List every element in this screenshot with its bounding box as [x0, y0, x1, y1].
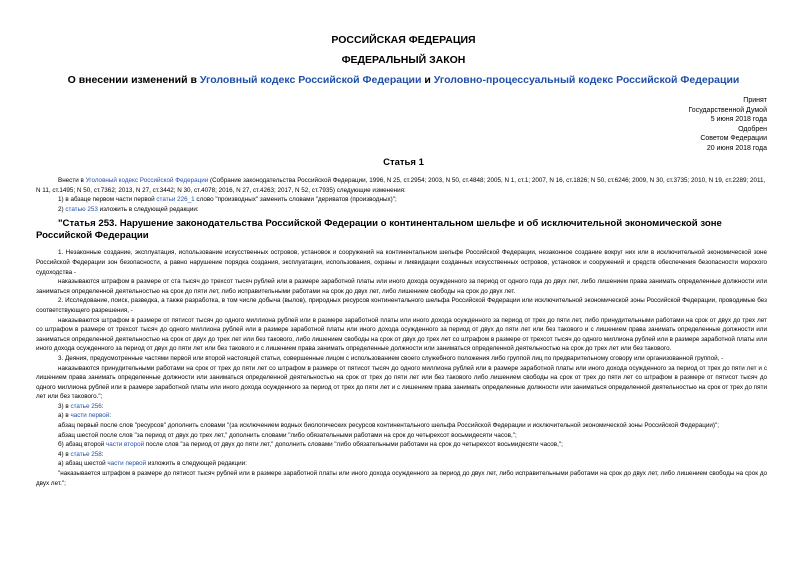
item-4-text: 4) в: [58, 450, 71, 458]
article-1-body: [36, 176, 767, 488]
country-heading: РОССИЙСКАЯ ФЕДЕРАЦИЯ: [331, 34, 476, 46]
article-226-1-link[interactable]: статьи 226_1: [156, 196, 195, 204]
article-253-part-1-penalty: наказываются штрафом в размере от ста тысяч до трехсот тысяч рублей или в размере заработной платы или иного дохода осужденного за период от одного года до двух лет, либо лишением права занимать определенные должности или заниматься определенной деятельностью на срок до пяти лет, либо исправительными работами на срок до двух лет, либо лишением свободы на срок до двух лет.: [36, 278, 767, 295]
item-3-text-rest: :: [101, 402, 104, 410]
article-253-link[interactable]: статью 253: [65, 205, 98, 213]
article-253-part-3: 3. Деяния, предусмотренные частями первой или второй настоящей статьи, совершенные лицом с использованием своего служебного положения либо группой лиц по предварительному сговору или организованной группой, -: [58, 354, 724, 362]
article-253-part-3-penalty: наказываются принудительными работами на срок от трех до пяти лет со штрафом в размере от пятисот тысяч до одного миллиона рублей или в размере заработной платы или иного дохода осужденного за период от трех до пяти лет и с лишением права занимать определенные должности или заниматься определенной деятельностью на срок от трех до пяти лет или без такового либо лишением свободы на срок от трех до пяти лет со штрафом в размере от пятисот тысяч до одного миллиона рублей или в размере заработной платы или иного дохода осужденного за период от трех до пяти лет и с лишением права занимать определенные должности или заниматься определенной деятельностью на срок от трех до пяти лет или без такового.";: [36, 364, 767, 401]
item-4-a-text: а) абзац шестой: [58, 460, 108, 468]
part-two-link[interactable]: части второй: [105, 441, 145, 449]
adoption-line: 5 июня 2018 года: [710, 116, 767, 123]
item-4-text-rest: :: [101, 450, 104, 458]
item-4-a-new-text: "наказывается штрафом в размере до пятисот тысяч рублей или в размере заработной платы или иного дохода осужденного за период до двух лет, либо исправительными работами на срок до двух лет, либо лишением свободы на срок до двух лет.";: [36, 470, 767, 487]
item-3-a-text: а) в: [58, 412, 71, 420]
article-258-link[interactable]: статье 258: [70, 450, 102, 458]
item-3-a-paragraph-6: абзац шестой после слов "за период от двух до трех лет," дополнить словами "либо обязательными работами на срок до четырехсот восьмидесяти часов,";: [58, 431, 517, 439]
item-3-b-text-rest: после слов "за период от двух до пяти лет," дополнить словами "либо обязательными работами на срок до четырехсот восьмидесяти часов,";: [144, 441, 563, 449]
law-title: [0, 74, 807, 86]
adoption-line: 20 июня 2018 года: [706, 144, 767, 152]
adoption-line: Советом Федерации: [700, 135, 767, 142]
intro-text: Внести в: [58, 177, 86, 184]
law-title-mid: и: [421, 74, 434, 86]
article-1-title: Статья 1: [383, 157, 424, 168]
part-one-258-link[interactable]: части первой: [107, 460, 147, 468]
item-3: [36, 402, 767, 412]
item-1-text-rest: слово "производных" заменить словами "дериватов (производных)";: [194, 196, 397, 204]
article-253-part-2: 2. Исследование, поиск, разведка, а также разработка, в том числе добыча (вылов), природных ресурсов континентального шельфа Российской Федерации или исключительной экономической зоны Российской Федерации, проводимые без соответствующего разрешения, -: [36, 297, 767, 314]
item-1: [36, 195, 767, 205]
item-4: [36, 450, 767, 460]
article-1-intro: [36, 176, 767, 195]
part-one-link[interactable]: части первой: [70, 412, 110, 420]
article-253-part-1: 1. Незаконные создание, эксплуатация, использование искусственных островов, установок и сооружений на континентальном шельфе Российской Федерации, незаконное создание вокруг них или в исключительной экономической зоне Российской Федерации зон безопасности, а равно нарушение порядка создания, эксплуатации, использования, охраны и ликвидации созданных искусственных островов, установок и сооружений и средств обеспечения безопасности морского судоходства -: [36, 249, 767, 276]
adoption-block: [688, 96, 767, 153]
law-type-heading: ФЕДЕРАЛЬНЫЙ ЗАКОН: [341, 54, 466, 66]
article-256-link[interactable]: статье 256: [70, 402, 102, 410]
article-253-part-2-penalty: наказываются штрафом в размере от пятисот тысяч до одного миллиона рублей или в размере заработной платы или иного дохода осужденного за период от трех до пяти лет, либо принудительными работами на срок от двух до трех лет со штрафом в размере от трехсот тысяч до одного миллиона рублей или в размере заработной платы или иного дохода осужденного за период от двух до пяти лет или без такового и с лишением права занимать определенные должности или заниматься определенной деятельностью на срок от двух до трех лет или без такового, либо лишением свободы на срок от двух до трех лет со штрафом в размере от трехсот тысяч до одного миллиона рублей или в размере заработной платы или иного дохода осужденного за период от двух до пяти лет или без такового и с лишением права занимать определенные должности или заниматься определенной деятельностью на срок до трех лет или без такового.: [36, 316, 767, 353]
item-3-a-paragraph-1: абзац первый после слов "ресурсов" дополнить словами "(за исключением водных биологических ресурсов континентального шельфа Российской Федерации и исключительной экономической зоны Российской Федерации)";: [58, 422, 719, 430]
item-4-a-text-rest: изложить в следующей редакции:: [146, 460, 247, 468]
item-2: [36, 205, 767, 215]
item-2-text: 2): [58, 205, 66, 213]
item-3-a: [36, 411, 767, 421]
criminal-code-link[interactable]: Уголовный кодекс Российской Федерации: [199, 74, 422, 86]
adoption-line: Государственной Думой: [688, 106, 767, 114]
item-3-text: 3) в: [58, 402, 71, 410]
criminal-code-ref-link[interactable]: Уголовный кодекс Российской Федерации: [85, 177, 209, 184]
item-1-text: 1) в абзаце первом части первой: [58, 196, 157, 204]
item-3-a-text-rest: :: [109, 412, 111, 420]
intro-text-rest: (Собрание законодательства Российской Федерации, 1996, N 25, ст.2954; 2003, N 50, ст.4848; 2005, N 1, ст.1; 2007, N 16, ст.1826; N 50, ст.6246; 2009, N 30, ст.3735; 2010, N 19, ст.2289; 2011, N 11, ст.1495; N 50, ст.7362; 2013, N 27, ст.3442; N 30, ст.4078; 2016, N 27, ст.4263; 2017, N 52, ст.7935) следующие изменения:: [36, 177, 766, 194]
law-title-prefix: О внесении изменений в: [67, 74, 200, 86]
adoption-line: Одобрен: [738, 125, 767, 133]
adoption-line: Принят: [743, 97, 767, 104]
item-2-text-rest: изложить в следующей редакции:: [97, 205, 199, 213]
article-253-title: "Статья 253. Нарушение законодательства Российской Федерации о континентальном шельфе и об исключительной экономической зоне Российской Федерации: [36, 218, 722, 242]
criminal-procedure-code-link[interactable]: Уголовно-процессуальный кодекс Российской Федерации: [433, 74, 740, 86]
item-3-b: [36, 440, 767, 450]
item-4-a: [36, 459, 767, 469]
item-3-b-text: б) абзац второй: [58, 441, 106, 449]
